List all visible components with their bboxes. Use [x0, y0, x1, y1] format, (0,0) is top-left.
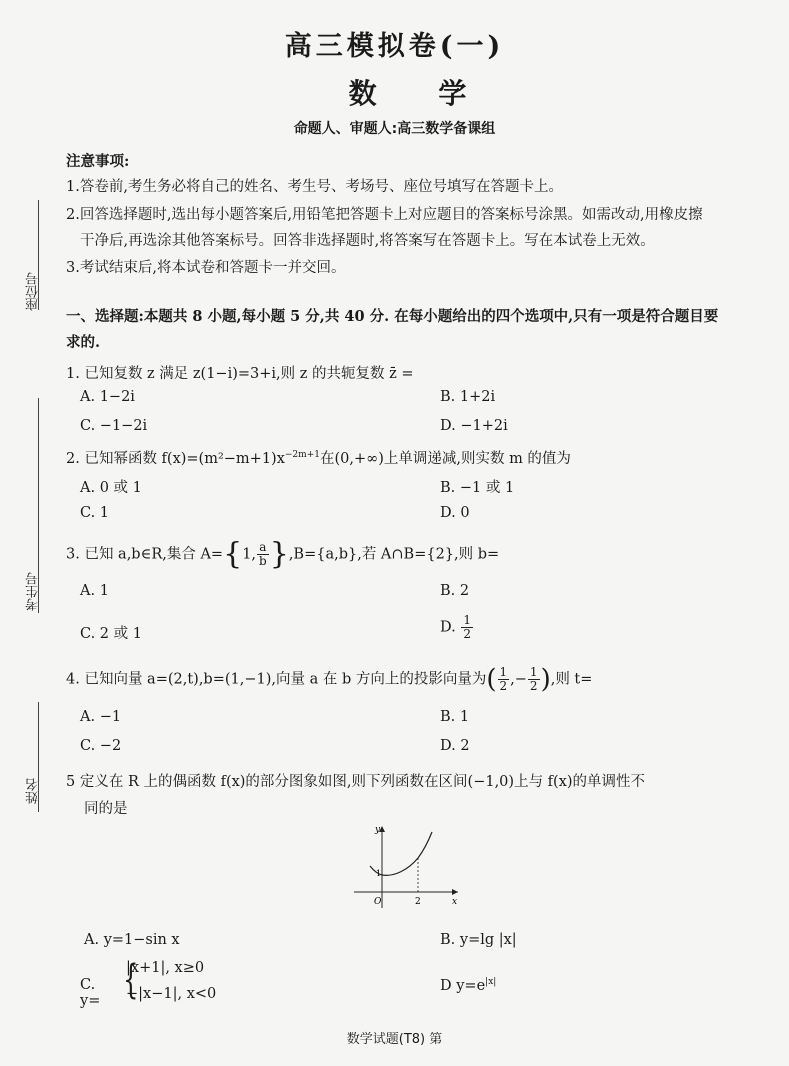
q4-stem-post: ,则 t= [550, 671, 593, 688]
q3-d-den: 2 [463, 627, 471, 641]
q3-frac-den: b [259, 554, 267, 568]
section-heading-cont: 求的. [66, 334, 101, 351]
notice-item-1: 1.答卷前,考生务必将自己的姓名、考生号、考场号、座位号填写在答题卡上。 [66, 179, 563, 195]
q2-option-b: B. −1 或 1 [440, 480, 515, 496]
subject-title: 数 学 [348, 77, 493, 110]
question-5-stem-cont: 同的是 [84, 801, 128, 817]
q1-option-a: A. 1−2i [80, 389, 135, 405]
name-label: 姓名 [26, 778, 41, 804]
seat-label: 座位号 [26, 272, 41, 311]
q5-c-case-1: |x+1|, x≥0 [126, 960, 205, 976]
q3-option-c: C. 2 或 1 [80, 626, 142, 642]
question-5-stem: 5 定义在 R 上的偶函数 f(x)的部分图象如图,则下列函数在区间(−1,0)上与 f(x)的单调性不 [66, 774, 646, 790]
q3-d-num: 1 [463, 613, 471, 627]
q5-d-base: D y=e [440, 977, 486, 994]
q4-option-b: B. 1 [440, 709, 470, 725]
x-tick-label: 2 [415, 897, 421, 907]
x-axis-label: x [452, 897, 458, 907]
q3-option-b: B. 2 [440, 583, 470, 599]
exam-title: 高三模拟卷(一) [284, 31, 505, 62]
q4-frac1-num: 1 [499, 665, 508, 679]
question-3-stem [66, 536, 500, 572]
page-footer: 数学试题(T8) 第 [346, 1032, 443, 1047]
q5-function-graph [352, 822, 462, 910]
q5-c-case-2: −|x−1|, x<0 [126, 986, 217, 1002]
q3-option-d [440, 614, 474, 641]
section-heading: 一、选择题:本题共 8 小题,每小题 5 分,共 40 分. 在每小题给出的四个选项中,只有一项是符合题目要 [66, 308, 719, 325]
q5-option-d [440, 977, 496, 994]
q5-d-exponent: |x| [485, 977, 497, 987]
q4-paren-open: ( [486, 664, 497, 695]
q4-frac-2 [528, 666, 540, 693]
notice-item-3: 3.考试结束后,将本试卷和答题卡一并交回。 [66, 260, 346, 276]
q4-frac1-den: 2 [499, 679, 508, 693]
q4-option-c: C. −2 [80, 738, 122, 754]
notice-item-2-cont: 干净后,再选涂其他答案标号。回答非选择题时,将答案写在答题卡上。写在本试卷上无效。 [80, 233, 655, 249]
authors-line: 命题人、审题人:高三数学备课组 [293, 121, 496, 137]
question-4-stem [66, 666, 592, 693]
q3-stem-post: ,B={a,b},若 A∩B={2},则 b= [288, 546, 500, 563]
q4-option-d: D. 2 [440, 738, 470, 754]
exam-id-label: 考生号 [26, 572, 41, 611]
q5-c-brace: { [123, 957, 139, 1003]
q4-paren-close: ) [540, 664, 551, 695]
q5-c-prefix: C. y= [80, 977, 101, 1009]
q3-set-first: 1, [242, 546, 257, 563]
q4-frac2-num: 1 [529, 665, 538, 679]
q3-frac-num: a [257, 541, 269, 555]
q5-option-b: B. y=lg |x| [440, 932, 517, 948]
notice-heading: 注意事项: [66, 153, 130, 170]
q3-d-label: D. [440, 619, 456, 636]
q3-set-close: } [269, 536, 289, 572]
q3-d-fraction [461, 614, 473, 641]
q3-stem-pre: 3. 已知 a,b∈R,集合 A= [66, 546, 224, 563]
q3-fraction [257, 541, 269, 568]
y-axis-label: y [375, 825, 381, 835]
notice-item-2: 2.回答选择题时,选出每小题答案后,用铅笔把答题卡上对应题目的答案标号涂黑。如需改动,用橡皮擦 [66, 207, 703, 223]
q2-option-c: C. 1 [80, 505, 110, 521]
q5-option-a: A. y=1−sin x [84, 932, 180, 948]
q4-stem-pre: 4. 已知向量 a=(2,t),b=(1,−1),向量 a 在 b 方向上的投影向量为 [66, 671, 487, 688]
q4-frac-1 [498, 666, 510, 693]
x-axis-arrow [452, 889, 458, 895]
q4-option-a: A. −1 [80, 709, 122, 725]
q1-option-d: D. −1+2i [440, 418, 508, 434]
q4-comma: ,− [510, 671, 527, 688]
q3-set-open: { [223, 536, 243, 572]
q1-option-c: C. −1−2i [80, 418, 148, 434]
q2-stem-pre: 2. 已知幂函数 f(x)=(m²−m+1)x [66, 451, 285, 467]
question-1-stem: 1. 已知复数 z 满足 z(1−i)=3+i,则 z 的共轭复数 z̄ = [66, 366, 414, 382]
q2-option-a: A. 0 或 1 [80, 480, 142, 496]
y-tick-label: 1 [376, 869, 382, 878]
q2-exponent: −2m+1 [284, 450, 320, 461]
q2-stem-post: 在(0,+∞)上单调递减,则实数 m 的值为 [319, 451, 571, 467]
question-2-stem [66, 447, 571, 468]
q2-option-d: D. 0 [440, 505, 470, 521]
q4-frac2-den: 2 [529, 679, 538, 693]
q3-option-a: A. 1 [80, 583, 109, 599]
origin-label: O [374, 897, 382, 907]
q1-option-b: B. 1+2i [440, 389, 496, 405]
